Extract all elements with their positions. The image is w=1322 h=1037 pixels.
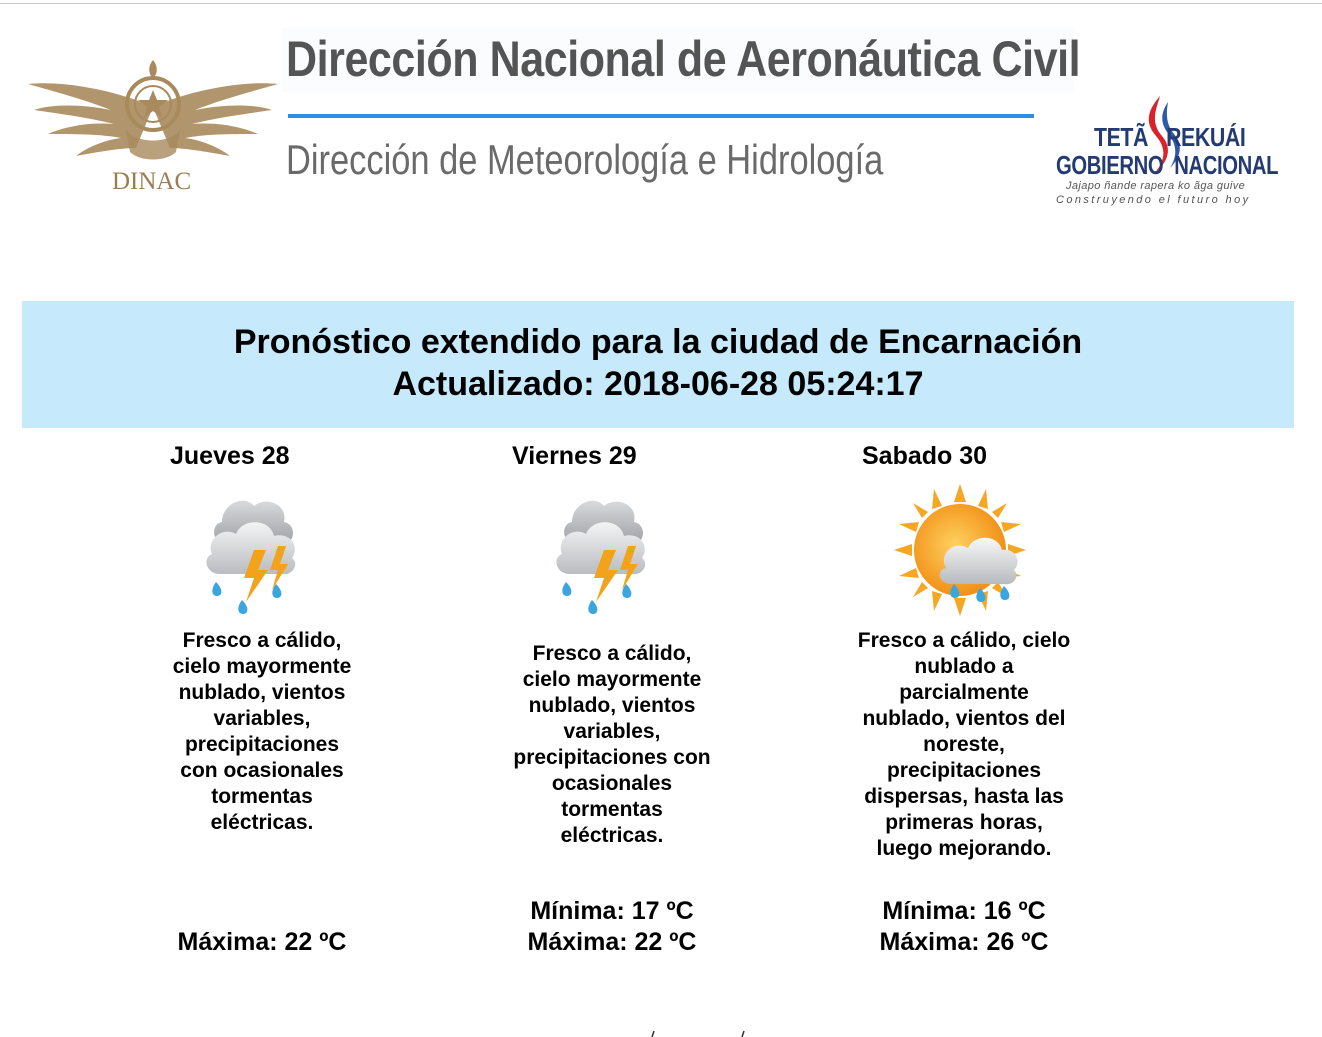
sun-cloud-rain-icon: [894, 484, 1034, 624]
day-description: Fresco a cálido, cielo mayormente nublado, vientos variables, precipitaciones con ocasionales tormentas eléctricas.: [513, 642, 711, 847]
dinac-logo-text: DINAC: [112, 168, 192, 195]
gov-logo-word-nacional: NACIONAL: [1174, 150, 1279, 180]
day-description: Fresco a cálido, cielo mayormente nublado, vientos variables, precipitaciones con ocasionales tormentas eléctricas.: [172, 629, 352, 834]
gov-logo-word-gobierno: GOBIERNO: [1056, 150, 1164, 180]
forecast-header: [22, 301, 1294, 428]
day-min-temp: Mínima: 17 ºC: [530, 897, 694, 925]
gov-logo-line1: [1094, 122, 1245, 153]
thunderstorm-rain-icon: [192, 484, 332, 624]
day-max-temp: Máxima: 22 ºC: [527, 928, 697, 956]
day-min-temp: Mínima: 16 ºC: [882, 897, 1046, 925]
day-name: Viernes 29: [512, 442, 637, 470]
gov-logo-word-teta: TETÃ: [1094, 122, 1149, 152]
gov-logo-word-rekuai: REKUÁI: [1166, 122, 1246, 152]
org-title: Dirección Nacional de Aeronáutica Civil: [286, 31, 1081, 87]
thunderstorm-rain-icon: [542, 484, 682, 624]
day-name: Jueves 28: [170, 442, 290, 470]
header-banner: [0, 0, 1322, 240]
day-max-temp: Máxima: 22 ºC: [177, 928, 347, 956]
dept-subtitle: Dirección de Meteorología e Hidrología: [286, 136, 884, 183]
gov-logo-tagline-spanish: Construyendo el futuro hoy: [1056, 194, 1251, 206]
gov-logo-line2: [1056, 150, 1278, 181]
bottom-edge-marks: [648, 1030, 748, 1037]
forecast-updated: Actualizado: 2018-06-28 05:24:17: [392, 365, 924, 403]
gov-logo-tagline-guarani: Jajapo ñande rapera ko ãga guive: [1066, 180, 1246, 192]
forecast-title: Pronóstico extendido para la ciudad de Encarnación: [233, 323, 1083, 361]
title-divider: [288, 114, 1034, 118]
day-description: Fresco a cálido, cielo nublado a parcialmente nublado, vientos del noreste, precipitaciones dispersas, hasta las primeras horas, luego mejorando.: [857, 629, 1071, 860]
day-max-temp: Máxima: 26 ºC: [879, 928, 1049, 956]
day-name: Sabado 30: [862, 442, 988, 470]
